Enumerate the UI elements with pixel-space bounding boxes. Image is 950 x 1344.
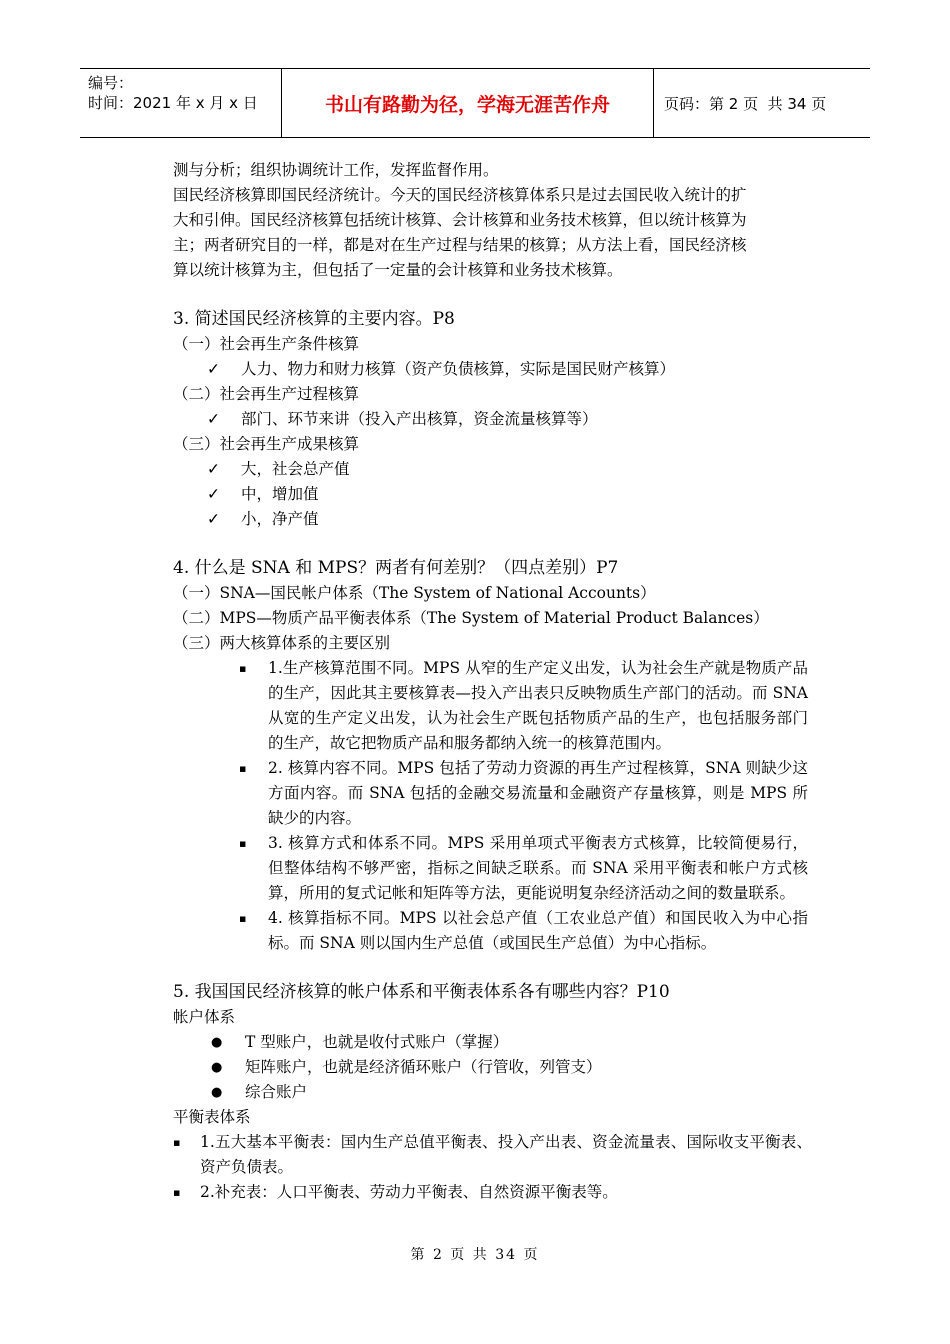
list-item: ✓ 人力、物力和财力核算（资产负债核算，实际是国民财产核算） bbox=[173, 357, 813, 382]
square-bullet-icon: ▪ bbox=[173, 1136, 181, 1149]
page-indicator bbox=[654, 69, 870, 137]
list-item: ▪ 1.五大基本平衡表：国内生产总值平衡表、投入产出表、资金流量表、国际收支平衡表、资产负债表。 bbox=[173, 1130, 813, 1180]
header-meta bbox=[80, 69, 282, 137]
square-bullet-icon: ▪ bbox=[173, 1186, 181, 1199]
section-heading: 平衡表体系 bbox=[173, 1108, 251, 1126]
time-label: 时间：2021 年 x 月 x 日 bbox=[88, 94, 258, 112]
list-item: ▪ 2. 核算内容不同。MPS 包括了劳动力资源的再生产过程核算，SNA 则缺少这方面内容。而 SNA 包括的金融交易流量和金融资产存量核算，则是 MPS 所缺少的内容。 bbox=[173, 756, 813, 831]
square-bullet-icon: ▪ bbox=[239, 837, 247, 850]
list-item: ✓ 中，增加值 bbox=[173, 482, 813, 507]
dot-bullet-icon: ● bbox=[211, 1035, 223, 1050]
square-bullet-icon: ▪ bbox=[239, 912, 247, 925]
check-icon: ✓ bbox=[207, 510, 220, 528]
document-body bbox=[173, 158, 813, 1205]
square-bullet-icon: ▪ bbox=[239, 762, 247, 775]
question-5-title: 5. 我国国民经济核算的帐户体系和平衡表体系各有哪些内容？P10 bbox=[173, 982, 670, 1002]
list-item: ▪ 4. 核算指标不同。MPS 以社会总产值（工农业总产值）和国民收入为中心指标。而 SNA 则以国内生产总值（或国民生产总值）为中心指标。 bbox=[173, 906, 813, 956]
check-icon: ✓ bbox=[207, 485, 220, 503]
section-heading: （三）社会再生产成果核算 bbox=[173, 435, 360, 453]
motto: 书山有路勤为径，学海无涯苦作舟 bbox=[282, 69, 654, 137]
list-item: ● 综合账户 bbox=[173, 1080, 813, 1105]
dot-bullet-icon: ● bbox=[211, 1085, 223, 1100]
section-heading: （二）社会再生产过程核算 bbox=[173, 385, 360, 403]
page-label: 页码：第 2 页 共 34 页 bbox=[664, 94, 827, 113]
square-bullet-icon: ▪ bbox=[239, 662, 247, 675]
list-item: ● T 型账户，也就是收付式账户（掌握） bbox=[173, 1030, 813, 1055]
check-icon: ✓ bbox=[207, 360, 220, 378]
section-heading: （一）SNA—国民帐户体系（The System of National Accounts） bbox=[173, 584, 656, 602]
list-item: ✓ 部门、环节来讲（投入产出核算，资金流量核算等） bbox=[173, 407, 813, 432]
list-item: ✓ 大，社会总产值 bbox=[173, 457, 813, 482]
list-item: ● 矩阵账户，也就是经济循环账户（行管收，列管支） bbox=[173, 1055, 813, 1080]
section-heading: （一）社会再生产条件核算 bbox=[173, 335, 360, 353]
dot-bullet-icon: ● bbox=[211, 1060, 223, 1075]
list-item: ▪ 2.补充表：人口平衡表、劳动力平衡表、自然资源平衡表等。 bbox=[173, 1180, 813, 1205]
section-heading: （三）两大核算体系的主要区别 bbox=[173, 634, 391, 652]
intro-para-line: 算以统计核算为主，但包括了一定量的会计核算和业务技术核算。 bbox=[173, 261, 623, 279]
list-item: ▪ 1.生产核算范围不同。MPS 从窄的生产定义出发，认为社会生产就是物质产品的生产，因此其主要核算表—投入产出表只反映物质生产部门的活动。而 SNA 从宽的生产定义出发，认为社会生产既包括物质产品的生产，也包括服务部门的生产，故它把物质产品和服务都纳入统一的核算范围内。 bbox=[173, 656, 813, 756]
intro-para-line: 主；两者研究目的一样，都是对在生产过程与结果的核算；从方法上看，国民经济核 bbox=[173, 236, 747, 254]
question-4-title: 4. 什么是 SNA 和 MPS？两者有何差别？（四点差别）P7 bbox=[173, 558, 619, 578]
intro-para-line: 大和引伸。国民经济核算包括统计核算、会计核算和业务技术核算，但以统计核算为 bbox=[173, 211, 747, 229]
question-3-title: 3. 简述国民经济核算的主要内容。P8 bbox=[173, 309, 455, 329]
section-heading: 帐户体系 bbox=[173, 1008, 236, 1026]
number-label: 编号： bbox=[88, 74, 134, 92]
check-icon: ✓ bbox=[207, 410, 220, 428]
check-icon: ✓ bbox=[207, 460, 220, 478]
intro-line: 测与分析；组织协调统计工作，发挥监督作用。 bbox=[173, 161, 499, 179]
section-heading: （二）MPS—物质产品平衡表体系（The System of Material Product Balances） bbox=[173, 609, 769, 627]
list-item: ✓ 小，净产值 bbox=[173, 507, 813, 532]
header-table bbox=[80, 68, 870, 138]
intro-para-line: 国民经济核算即国民经济统计。今天的国民经济核算体系只是过去国民收入统计的扩 bbox=[173, 186, 747, 204]
list-item: ▪ 3. 核算方式和体系不同。MPS 采用单项式平衡表方式核算，比较简便易行，但整体结构不够严密，指标之间缺乏联系。而 SNA 采用平衡表和帐户方式核算，所用的复式记帐和矩阵等方法，更能说明复杂经济活动之间的数量联系。 bbox=[173, 831, 813, 906]
page-footer: 第 2 页 共 34 页 bbox=[410, 1247, 540, 1263]
